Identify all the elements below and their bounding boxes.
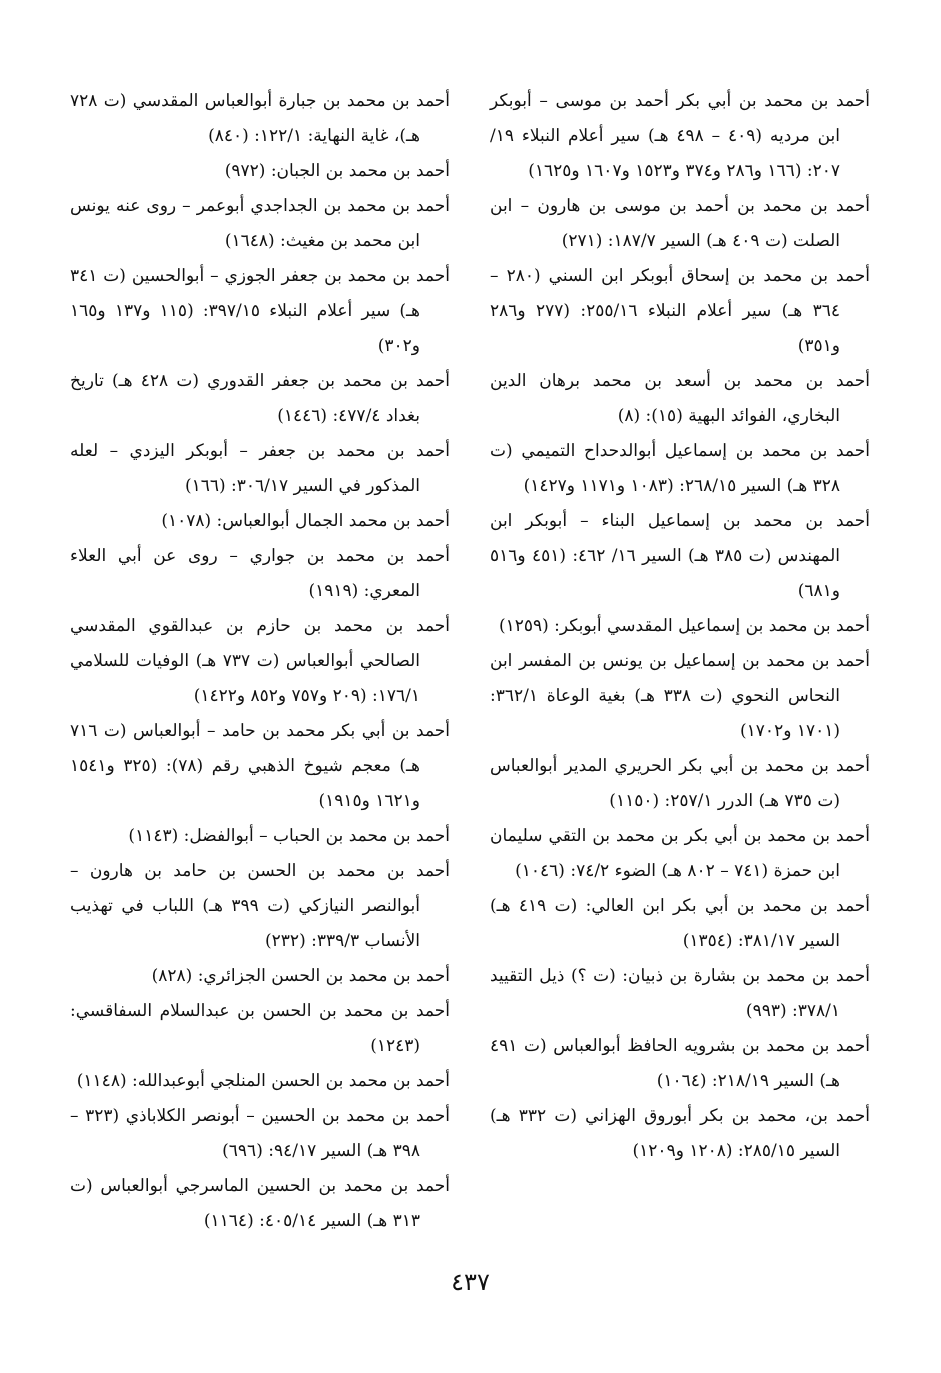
right-column [490, 84, 870, 1254]
index-entry: أحمد بن محمد بن أبي بكر أحمد بن موسى – أبوبكر ابن مرديه (٤٠٩ – ٤٩٨ هـ) سير أعلام النبلاء ١٩/ ٢٠٧: (١٦٦ و٢٨٦ و٣٧٤ و١٥٢٣ و١٦٠٧ و١٦٢٥) [490, 91, 870, 181]
index-entry: أحمد بن محمد بن أبي بكر بن محمد بن التقي سليمان ابن حمزة (٧٤١ – ٨٠٢ هـ) الضوء ٧٤/٢: (١٠٤٦) [490, 826, 870, 881]
page-number: ٤٣٧ [451, 1268, 490, 1296]
index-entry: أحمد بن محمد بن الحسن بن عبدالسلام السفاقسي: (١٢٤٣) [70, 1001, 450, 1056]
index-entry: أحمد بن محمد بن بشرويه الحافظ أبوالعباس (ت ٤٩١ هـ) السير ٢١٨/١٩: (١٠٦٤) [490, 1036, 870, 1091]
index-entry: أحمد بن محمد بن بشارة بن ذبيان: (ت ؟) ذيل التقييد ٣٧٨/١: (٩٩٣) [490, 966, 870, 1021]
index-entry: أحمد بن محمد بن الجبان: (٩٧٢) [224, 161, 450, 181]
index-entry: أحمد بن محمد بن إسماعيل بن يونس بن المفسر ابن النحاس النحوي (ت ٣٣٨ هـ) بغية الوعاة ٣٦٢/١: (١٧٠١ و١٧٠٢) [490, 651, 870, 741]
index-entry: أحمد بن محمد بن أبي بكر الحريري المدير أبوالعباس (ت ٧٣٥ هـ) الدرر ٢٥٧/١: (١١٥٠) [490, 756, 870, 811]
index-entry: أحمد بن محمد بن جعفر – أبوبكر اليزدي – لعله المذكور في السير ٣٠٦/١٧: (١٦٦) [70, 441, 450, 496]
index-entry: أحمد بن محمد بن إسماعيل البناء – أبوبكر ابن المهندس (ت ٣٨٥ هـ) السير ١٦/ ٤٦٢: (٤٥١ و٥١٦ و٦٨١) [490, 511, 870, 601]
index-entry: أحمد بن محمد بن أبي بكر ابن العالي: (ت ٤١٩ هـ) السير ٣٨١/١٧: (١٣٥٤) [490, 896, 871, 951]
index-entry: أحمد بن محمد بن الحسن المنلجي أبوعبدالله: (١١٤٨) [76, 1071, 450, 1091]
index-entry: أحمد بن محمد بن جواري – روى عن أبي العلاء المعري: (١٩١٩) [70, 546, 450, 601]
index-page [70, 84, 870, 1254]
index-entry: أحمد بن محمد بن جبارة أبوالعباس المقدسي (ت ٧٢٨ هـ)، غاية النهاية: ١٢٢/١: (٨٤٠) [70, 91, 450, 146]
index-entry: أحمد بن محمد بن الحسن بن حامد بن هارون – أبوالنصر النيازكي (ت ٣٩٩ هـ) اللباب في تهذيب الأنساب ٣٣٩/٣: (٢٣٢) [70, 861, 450, 951]
index-entry: أحمد بن محمد بن أحمد بن موسى بن هارون – ابن الصلت (ت ٤٠٩ هـ) السير ١٨٧/٧: (٢٧١) [490, 196, 870, 251]
index-entry: أحمد بن محمد الجمال أبوالعباس: (١٠٧٨) [161, 511, 450, 531]
index-entry: أحمد بن، محمد بن بكر أبوروق الهزاني (ت ٣٣٢ هـ) السير ٢٨٥/١٥: (١٢٠٨ و١٢٠٩) [490, 1106, 870, 1161]
index-entry: أحمد بن محمد بن أسعد بن محمد برهان الدين البخاري، الفوائد البهية (١٥): (٨) [490, 371, 870, 426]
index-entry: أحمد بن محمد بن جعفر الجوزي – أبوالحسين (ت ٣٤١ هـ) سير أعلام النبلاء ٣٩٧/١٥: (١١٥ و١٣٧ و١٦٥ و٣٠٢) [70, 266, 450, 356]
index-entry: أحمد بن محمد بن الحسن الجزائري: (٨٢٨) [151, 966, 450, 986]
index-entry: أحمد بن محمد بن الحباب – أبوالفضل: (١١٤٣) [128, 826, 450, 846]
index-entry: أحمد بن محمد بن إسحاق أبوبكر ابن السني (٢٨٠ – ٣٦٤ هـ) سير أعلام النبلاء ٢٥٥/١٦: (٢٧٧ و٢٨٦ و٣٥١) [490, 266, 870, 356]
index-entry: أحمد بن محمد بن إسماعيل أبوالدحداح التميمي (ت ٣٢٨ هـ) السير ٢٦٨/١٥: (١٠٨٣ و١١٧١ و١٤٢٧) [490, 441, 870, 496]
index-entry: أحمد بن محمد بن جعفر القدوري (ت ٤٢٨ هـ) تاريخ بغداد ٤٧٧/٤: (١٤٤٦) [70, 371, 450, 426]
index-entry: أحمد بن محمد بن الحسين – أبونصر الكلاباذي (٣٢٣ – ٣٩٨ هـ) السير ٩٤/١٧: (٦٩٦) [70, 1106, 451, 1161]
index-entry: أحمد بن محمد بن الحسين الماسرجي أبوالعباس (ت ٣١٣ هـ) السير ٤٠٥/١٤: (١١٦٤) [70, 1176, 450, 1231]
index-entry: أحمد بن محمد بن الجداجدي أبوعمر – روى عنه يونس ابن محمد بن مغيث: (١٦٤٨) [70, 196, 450, 251]
index-entry: أحمد بن أبي بكر محمد بن حامد – أبوالعباس (ت ٧١٦ هـ) معجم شيوخ الذهبي رقم (٧٨): (٣٢٥ و١٥٤١ و١٦٢١ و١٩١٥) [70, 721, 450, 811]
left-column [70, 84, 450, 1254]
index-entry: أحمد بن محمد بن حازم بن عبدالقوي المقدسي الصالحي أبوالعباس (ت ٧٣٧ هـ) الوفيات للسلامي ١٧٦/١: (٢٠٩ و٧٥٧ و٨٥٢ و١٤٢٢) [70, 616, 450, 706]
index-entry: أحمد بن محمد بن إسماعيل المقدسي أبوبكر: (١٢٥٩) [498, 616, 870, 636]
